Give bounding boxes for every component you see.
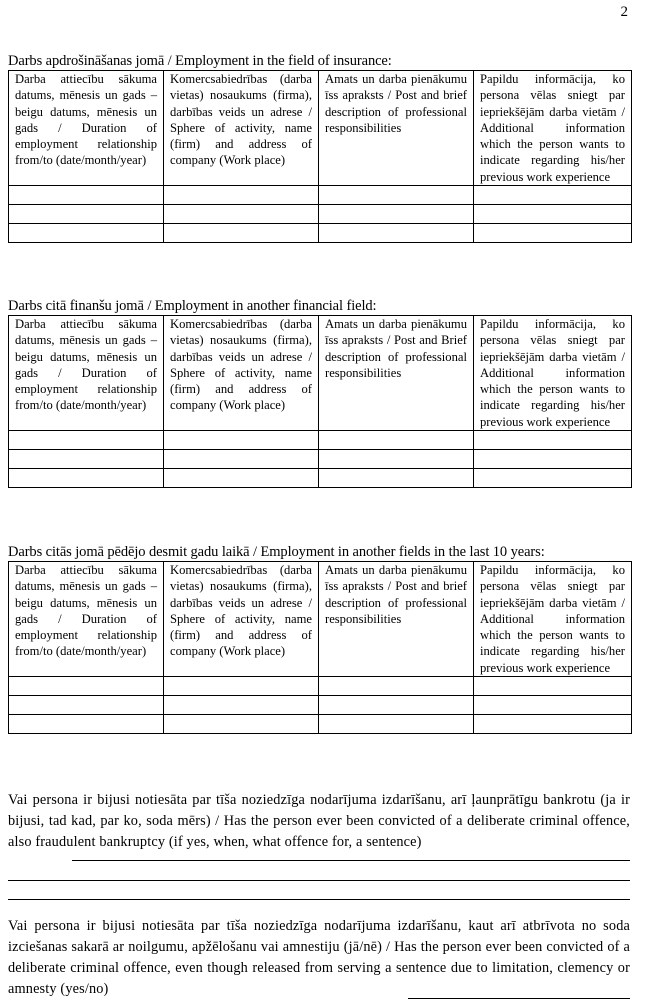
table-cell[interactable] [474,205,632,224]
table-cell[interactable] [164,715,319,734]
header-additional-info: Papildu informācija, ko persona vēlas sniegt par iepriekšējām darba vietām / Additional information which the person wants to indicate regarding his/her previous work experience [474,71,632,186]
table-cell[interactable] [474,186,632,205]
answer-line[interactable] [408,998,630,999]
table-cell[interactable] [164,469,319,488]
table-cell[interactable] [474,677,632,696]
table-row [9,224,632,243]
header-position: Amats un darba pienākumu īss apraksts / Post and brief description of professional responsibilities [319,71,474,186]
table-cell[interactable] [319,186,474,205]
section-title-financial: Darbs citā finanšu jomā / Employment in another financial field: [8,298,377,314]
table-cell[interactable] [164,431,319,450]
header-position: Amats un darba pienākumu īss apraksts / Post and Brief description of professional responsibilities [319,316,474,431]
table-cell[interactable] [9,677,164,696]
header-company: Komercsabiedrības (darba vietas) nosaukums (firma), darbības veids un adrese / Sphere of activity, name (firm) and address of company (Work place) [164,562,319,677]
table-header-row [9,71,632,186]
table-cell[interactable] [474,431,632,450]
table-cell[interactable] [9,696,164,715]
table-cell[interactable] [474,224,632,243]
table-row [9,469,632,488]
table-header-row [9,316,632,431]
table-cell[interactable] [319,696,474,715]
table-row [9,696,632,715]
table-cell[interactable] [319,469,474,488]
header-duration: Darba attiecību sākuma datums, mēnesis un gads – beigu datums, mēnesis un gads / Duration of employment relationship from/to (date/month/year) [9,316,164,431]
table-cell[interactable] [474,715,632,734]
answer-line[interactable] [8,880,630,881]
section-title-other-fields: Darbs citās jomā pēdējo desmit gadu laikā / Employment in another fields in the last 10 years: [8,544,545,560]
table-cell[interactable] [319,431,474,450]
table-cell[interactable] [319,224,474,243]
answer-line[interactable] [8,899,630,900]
question-conviction-released: Vai persona ir bijusi notiesāta par tīša noziedzīga nodarījuma izdarīšanu, kaut arī atbrīvota no soda izciešanas sakarā ar noilgumu, apžēlošanu vai amnestiju (jā/nē) / Has the person ever been convicted of a deliberate criminal offence, even though released from serving a sentence due to limitation, clemency or amnesty (yes/no) [8,918,630,997]
table-row [9,186,632,205]
table-cell[interactable] [474,450,632,469]
header-duration: Darba attiecību sākuma datums, mēnesis un gads – beigu datums, mēnesis un gads / Duration of employment relationship from/to (date/month/year) [9,71,164,186]
table-cell[interactable] [9,469,164,488]
employment-table-financial [8,315,632,488]
table-row [9,450,632,469]
table-header-row [9,562,632,677]
table-cell[interactable] [164,186,319,205]
table-cell[interactable] [164,696,319,715]
table-cell[interactable] [474,469,632,488]
table-cell[interactable] [164,224,319,243]
table-row [9,431,632,450]
table-cell[interactable] [319,677,474,696]
header-additional-info: Papildu informācija, ko persona vēlas sniegt par iepriekšējām darba vietām / Additional information which the person wants to indicate regarding his/her previous work experience [474,562,632,677]
header-additional-info: Papildu informācija, ko persona vēlas sniegt par iepriekšējām darba vietām / Additional information which the person wants to indicate regarding his/her previous work experience [474,316,632,431]
table-cell[interactable] [9,450,164,469]
table-cell[interactable] [164,677,319,696]
header-position: Amats un darba pienākumu īss apraksts / Post and brief description of professional responsibilities [319,562,474,677]
table-cell[interactable] [9,224,164,243]
table-cell[interactable] [9,431,164,450]
employment-table-other-fields [8,561,632,734]
table-row [9,677,632,696]
table-cell[interactable] [9,715,164,734]
question-criminal-conviction: Vai persona ir bijusi notiesāta par tīša noziedzīga nodarījuma izdarīšanu, arī ļaunprātīgu bankrotu (ja ir bijusi, tad kad, par ko, soda mērs) / Has the person ever been convicted of a deliberate criminal offence, also fraudulent bankruptcy (if yes, when, what offence for, a sentence) [8,792,630,850]
table-cell[interactable] [319,205,474,224]
table-cell[interactable] [9,205,164,224]
table-cell[interactable] [9,186,164,205]
table-cell[interactable] [164,450,319,469]
table-cell[interactable] [319,715,474,734]
table-cell[interactable] [474,696,632,715]
employment-table-insurance [8,70,632,243]
section-title-insurance: Darbs apdrošināšanas jomā / Employment in the field of insurance: [8,53,392,69]
table-row [9,715,632,734]
header-duration: Darba attiecību sākuma datums, mēnesis un gads – beigu datums, mēnesis un gads / Duration of employment relationship from/to (date/month/year) [9,562,164,677]
header-company: Komercsabiedrības (darba vietas) nosaukums (firma), darbības veids un adrese / Sphere of activity, name (firm) and address of company (Work place) [164,71,319,186]
table-cell[interactable] [319,450,474,469]
answer-line[interactable] [72,860,630,861]
table-row [9,205,632,224]
page-number: 2 [620,4,628,20]
table-cell[interactable] [164,205,319,224]
header-company: Komercsabiedrības (darba vietas) nosaukums (firma), darbības veids un adrese / Sphere of activity, name (firm) and address of company (Work place) [164,316,319,431]
